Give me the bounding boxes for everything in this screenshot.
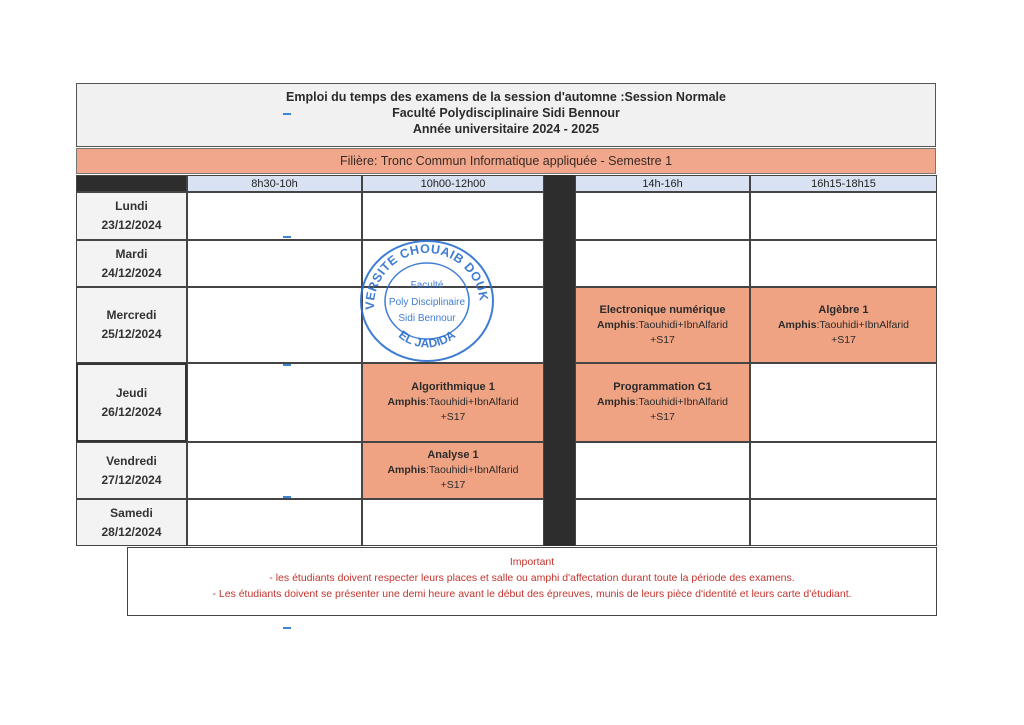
day-vendredi <box>76 442 187 499</box>
notes-title: Important <box>509 556 555 568</box>
notes-line-1: - les étudiants doivent respecter leurs places et salle ou amphi d'affectation durant toute la période des examens. <box>269 572 795 584</box>
important-notes <box>127 547 937 616</box>
slot-cell <box>575 442 750 499</box>
exam-algebre <box>750 287 937 363</box>
header-faculty: Faculté Polydisciplinaire Sidi Bennour <box>392 106 620 120</box>
slot-cell <box>187 499 362 546</box>
day-lundi <box>76 192 187 240</box>
exam-extra-room: +S17 <box>650 333 675 346</box>
exam-rooms: Amphis:Taouhidi+IbnAlfarid <box>387 464 519 476</box>
slot-header-1: 8h30-10h <box>187 175 362 192</box>
day-date: 27/12/2024 <box>101 472 162 487</box>
day-name: Samedi <box>110 505 153 520</box>
day-name: Mardi <box>115 246 148 261</box>
exam-algorithmique <box>362 363 544 442</box>
exam-title: Analyse 1 <box>427 449 479 461</box>
exam-title: Programmation C1 <box>613 381 712 393</box>
header-title: Emploi du temps des examens de la session d'automne :Session Normale <box>286 90 726 104</box>
svg-text:Sidi Bennour: Sidi Bennour <box>398 313 456 324</box>
exam-programmation <box>575 363 750 442</box>
university-stamp <box>358 238 496 364</box>
day-name: Lundi <box>115 199 148 213</box>
slot-header-4: 16h15-18h15 <box>750 175 937 192</box>
day-samedi <box>76 499 187 546</box>
exam-rooms: Amphis:Taouhidi+IbnAlfarid <box>596 318 729 331</box>
corner-cell <box>76 175 187 192</box>
day-name: Jeudi <box>115 385 148 400</box>
svg-text:UNIVERSITE CHOUAIB DOUKKALI: VERSITE CHOUAIB DOUK <box>362 241 491 310</box>
slot-cell <box>750 240 937 287</box>
notes-line-2: - Les étudiants doivent se présenter une demi heure avant le début des épreuves, munis de leurs pièce d'identité et leurs carte d'étudiant. <box>212 588 852 600</box>
day-name: Vendredi <box>106 453 157 468</box>
svg-text:Faculté: Faculté <box>410 280 444 291</box>
stamp-seal-icon <box>358 238 496 364</box>
slot-cell <box>575 499 750 546</box>
day-date: 28/12/2024 <box>101 524 162 539</box>
slot-header-2: 10h00-12h00 <box>362 175 544 192</box>
filiere-banner: Filière: Tronc Commun Informatique appliquée - Semestre 1 <box>76 148 936 174</box>
scan-mark <box>283 364 291 366</box>
day-date: 25/12/2024 <box>101 327 162 341</box>
exam-analyse <box>362 442 544 499</box>
exam-extra-room: +S17 <box>650 411 675 423</box>
day-date: 24/12/2024 <box>101 265 162 280</box>
slot-cell <box>362 499 544 546</box>
day-date: 23/12/2024 <box>101 218 162 232</box>
scan-mark <box>283 236 291 238</box>
slot-cell <box>750 363 937 442</box>
exam-extra-room: +S17 <box>831 333 856 346</box>
exam-rooms: Amphis:Taouhidi+IbnAlfarid <box>387 396 519 408</box>
header-year: Année universitaire 2024 - 2025 <box>412 122 600 136</box>
day-jeudi <box>76 363 187 442</box>
slot-cell <box>187 287 362 363</box>
slot-cell <box>575 192 750 240</box>
slot-cell <box>187 363 362 442</box>
exam-rooms: Amphis:Taouhidi+IbnAlfarid <box>777 318 910 331</box>
slot-cell <box>187 192 362 240</box>
exam-extra-room: +S17 <box>440 479 466 491</box>
exam-schedule-grid <box>76 175 937 546</box>
slot-cell <box>187 442 362 499</box>
day-mardi <box>76 240 187 287</box>
slot-cell <box>750 442 937 499</box>
day-mercredi <box>76 287 187 363</box>
slot-header-3: 14h-16h <box>575 175 750 192</box>
scan-mark <box>283 113 291 115</box>
document-header <box>76 83 936 147</box>
scan-mark <box>283 627 291 629</box>
exam-title: Algorithmique 1 <box>411 381 495 393</box>
exam-title: Electronique numérique <box>599 303 726 316</box>
exam-extra-room: +S17 <box>440 411 466 423</box>
svg-text:Poly Disciplinaire: Poly Disciplinaire <box>388 297 466 308</box>
day-name: Mercredi <box>106 308 157 322</box>
lunch-separator <box>544 175 575 546</box>
exam-title: Algèbre 1 <box>818 303 869 316</box>
slot-cell <box>187 240 362 287</box>
exam-rooms: Amphis:Taouhidi+IbnAlfarid <box>596 396 729 408</box>
scan-mark <box>283 496 291 498</box>
svg-text:EL JADIDA: EL JADIDA <box>396 327 458 351</box>
slot-cell <box>575 240 750 287</box>
slot-cell <box>750 192 937 240</box>
day-date: 26/12/2024 <box>101 404 162 419</box>
slot-cell <box>750 499 937 546</box>
slot-cell <box>362 192 544 240</box>
exam-electronique <box>575 287 750 363</box>
